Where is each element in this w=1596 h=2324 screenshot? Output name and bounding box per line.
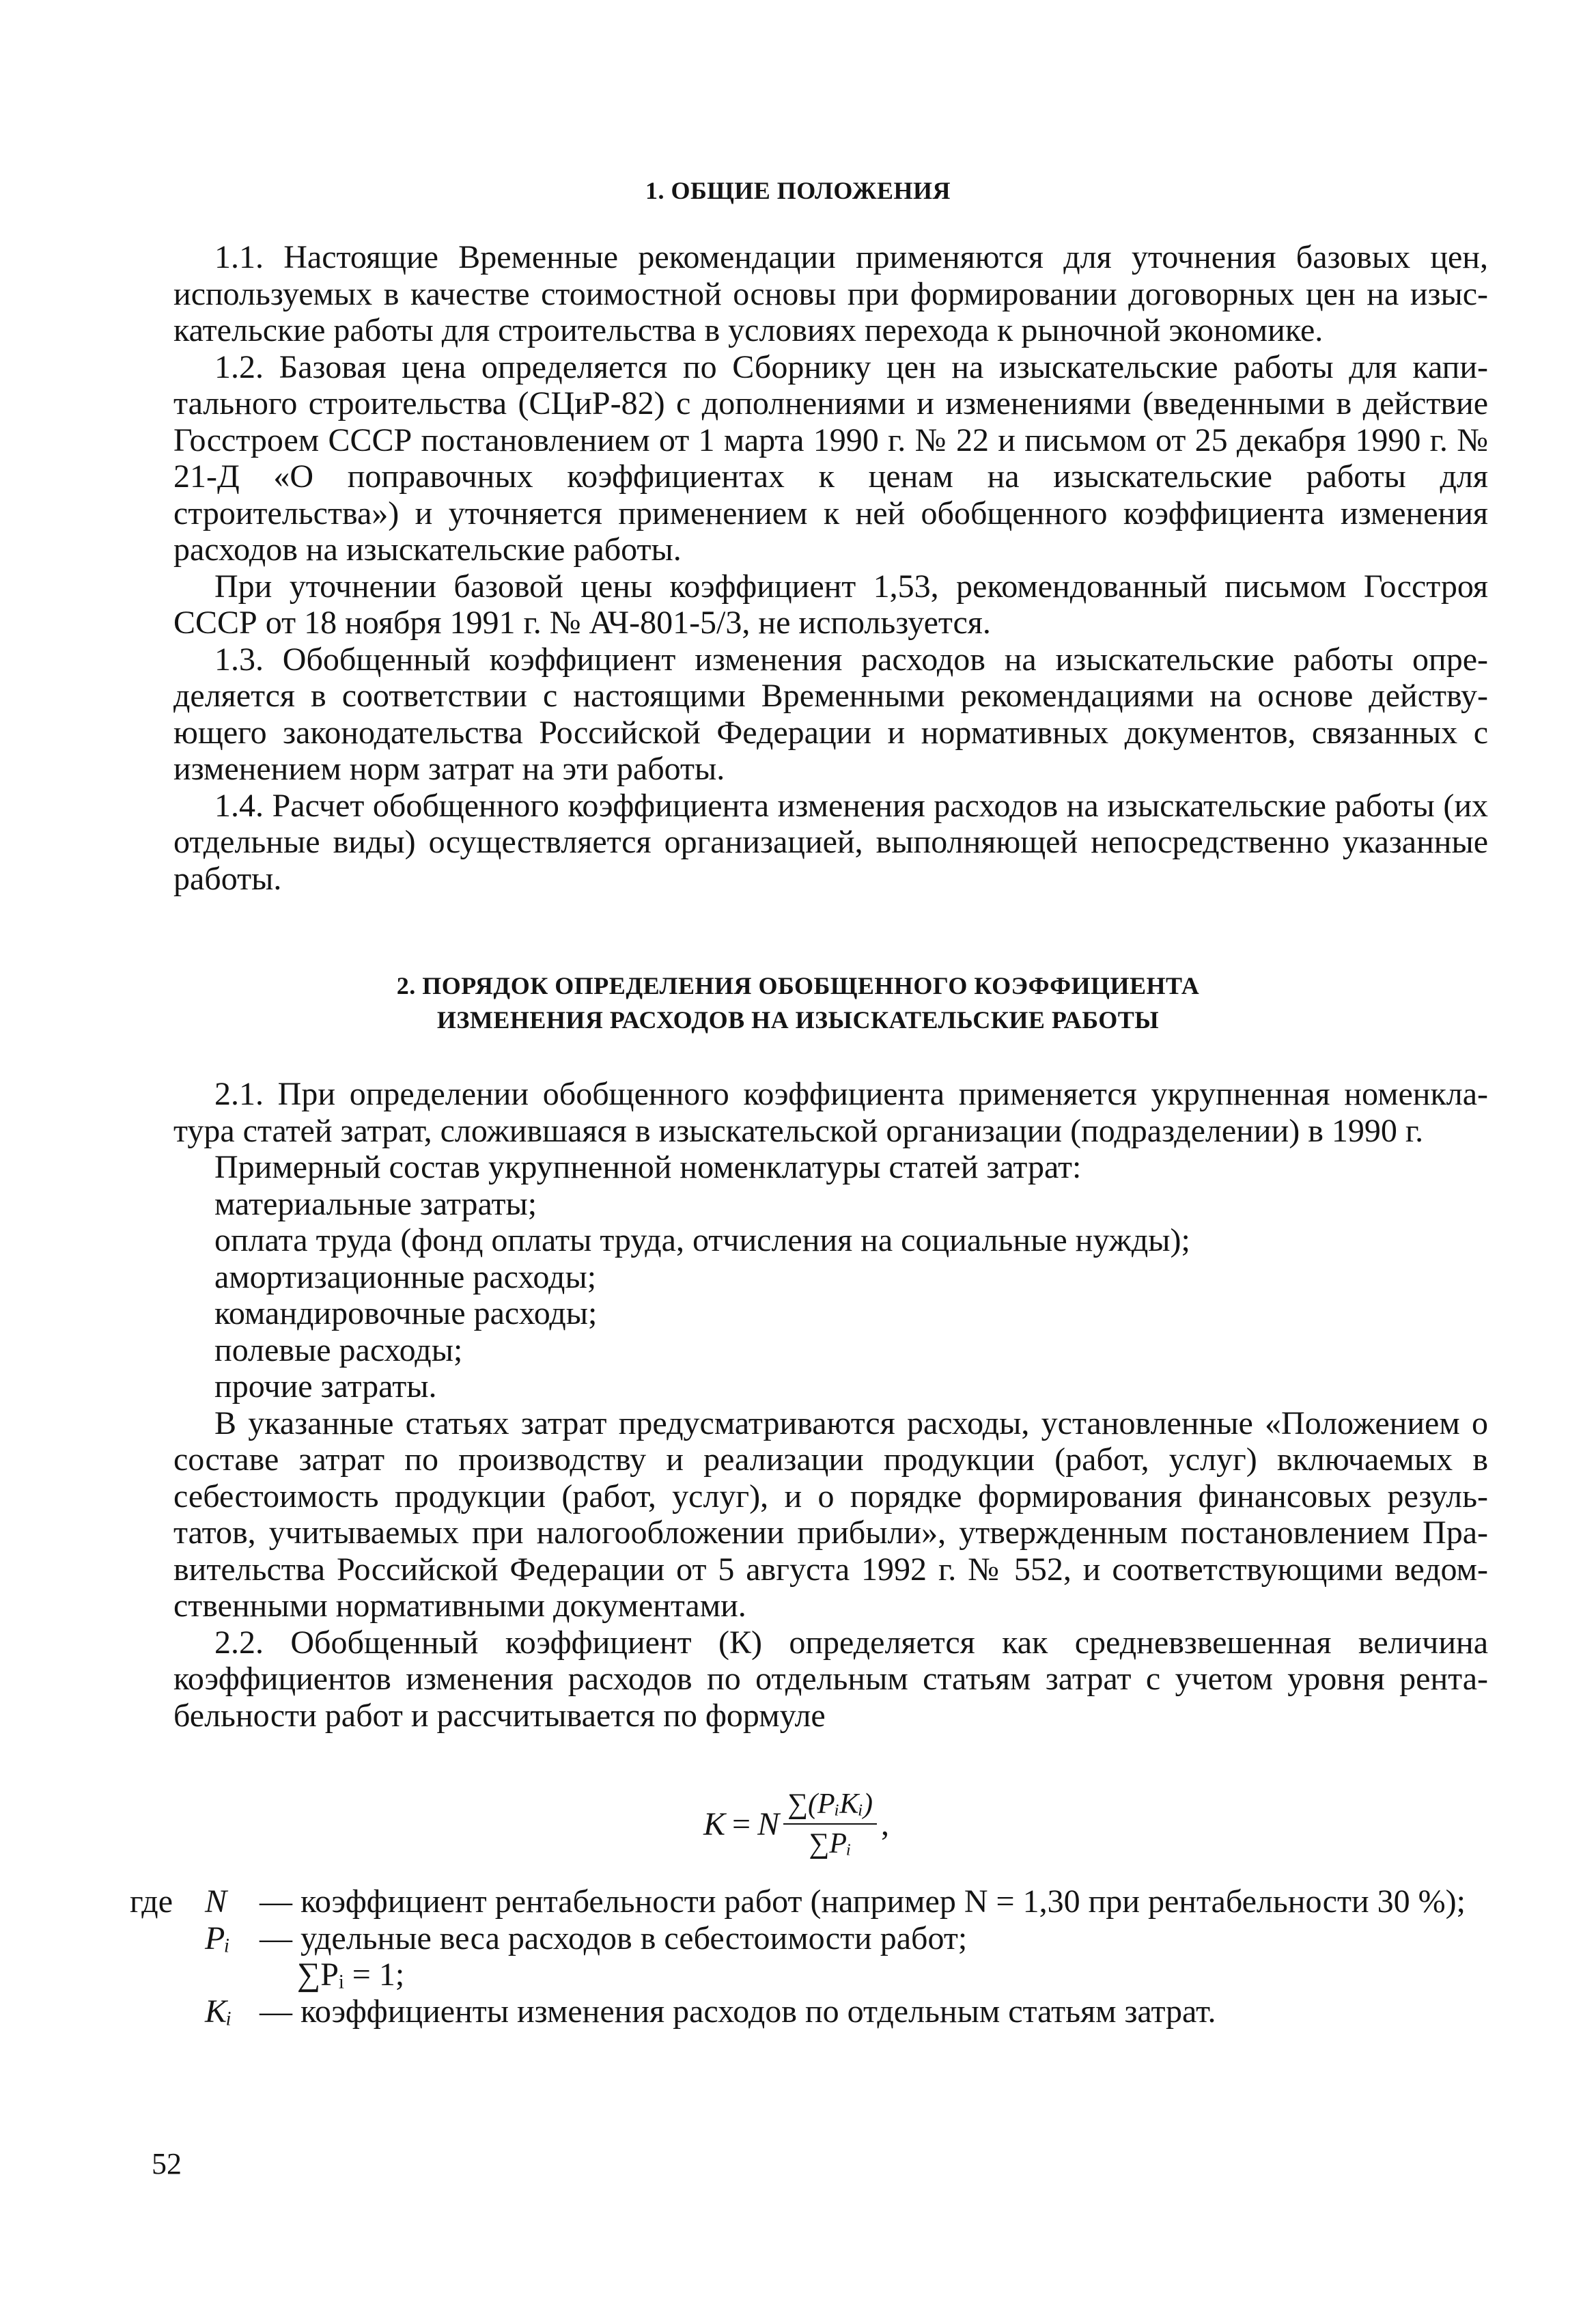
list-item: материальные затраты; (214, 1185, 537, 1222)
list-item: оплата труда (фонд оплаты труда, отчисления на социальные нужды); (214, 1222, 1190, 1258)
formula-denominator: ∑Pᵢ (809, 1828, 852, 1859)
list-item: полевые расходы; (214, 1331, 463, 1368)
formula-fraction (783, 1788, 877, 1860)
paragraph-1-1: 1.1. Настоящие Временные рекомендации применяются для уточнения базовых цен, используемых в качестве стоимостной основы при формировании договорных цен на изыскательские работы для строительства в условиях перехода к рыночной экономике. (173, 239, 1488, 348)
definition-text: — удельные веса расходов в себестоимости работ; (260, 1920, 968, 1956)
paragraph-2-1: 2.1. При определении обобщенного коэффициента применяется укрупненная номенклатура статей затрат, сложившаяся в изыскательской организации (подразделении) в 1990 г. (173, 1076, 1488, 1149)
paragraph-2-1-cost-items: В указанные статьях затрат предусматриваются расходы, установленные «Положением о составе затрат по производству и реализации продукции (работ, услуг) включаемых в себестоимость продукции (работ, услуг), и о порядке формирования финансовых результатов, учитываемых при налогообложении прибыли», утвержденным постановлением Правительства Российской Федерации от 5 августа 1992 г. № 552, и соответствующими ведомственными нормативными документами. (173, 1405, 1488, 1624)
section-1-heading: 1. ОБЩИЕ ПОЛОЖЕНИЯ (645, 177, 951, 204)
section-1-body (173, 239, 1488, 897)
paragraph-1-2-note: При уточнении базовой цены коэффициент 1,53, рекомендованный письмом Госстроя СССР от 18 ноября 1991 г. № АЧ-801-5/3, не используется. (173, 568, 1488, 641)
definition-k (130, 1993, 1495, 2030)
page-number: 52 (152, 2147, 182, 2181)
formula-factor: N (757, 1806, 780, 1842)
formula-numerator: ∑(PᵢKᵢ) (783, 1788, 877, 1825)
list-item: прочие затраты. (214, 1368, 437, 1405)
definition-text: — коэффициент рентабельности работ (например N = 1,30 при рентабельности 30 %); (260, 1883, 1466, 1920)
paragraph-2-2: 2.2. Обобщенный коэффициент (К) определяется как средневзвешенная величина коэффициентов изменения расходов по отдельным статьям затрат с учетом уровня рентабельности работ и рассчитывается по формуле (173, 1624, 1488, 1734)
paragraph-1-3: 1.3. Обобщенный коэффициент изменения расходов на изыскательские работы определяется в соответствии с настоящими Временными рекомендациями на основе действующего законодательства Российской Федерации и нормативных документов, связанных с изменением норм затрат на эти работы. (173, 641, 1488, 787)
section-2-heading-line-2: ИЗМЕНЕНИЯ РАСХОДОВ НА ИЗЫСКАТЕЛЬСКИЕ РАБОТЫ (436, 1006, 1160, 1034)
section-2-body (173, 1076, 1488, 1734)
weighted-coefficient-formula (703, 1776, 889, 1872)
paragraph-1-4: 1.4. Расчет обобщенного коэффициента изменения расходов на изыскательские работы (их отдельные виды) осуществляется организацией, выполняющей непосредственно указанные работы. (173, 787, 1488, 897)
sum-condition: ∑Pᵢ = 1; (297, 1956, 405, 1993)
formula-equals: = (732, 1806, 751, 1842)
definition-p (130, 1920, 1495, 1957)
list-item: амортизационные расходы; (214, 1258, 597, 1295)
where-word: где (130, 1883, 173, 1920)
definition-n (130, 1883, 1495, 1920)
variable-definitions (130, 1883, 1495, 2030)
section-2-heading (0, 969, 1596, 1037)
definition-symbol: N (205, 1883, 227, 1920)
paragraph-1-2: 1.2. Базовая цена определяется по Сборнику цен на изыскательские работы для капитального строительства (СЦиР-82) с дополнениями и изменениями (введенными в действие Госстроем СССР постановлением от 1 марта 1990 г. № 22 и письмом от 25 декабря 1990 г. № 21-Д «О поправочных коэффициентах к ценам на изыскательские работы для строительства») и уточняется применением к ней обобщенного коэффициента изменения расходов на изыскательские работы. (173, 348, 1488, 568)
formula-comma: , (880, 1806, 889, 1842)
list-intro: Примерный состав укрупненной номенклатуры статей затрат: (214, 1149, 1082, 1185)
list-item: командировочные расходы; (214, 1295, 598, 1331)
definition-text: — коэффициенты изменения расходов по отдельным статьям затрат. (260, 1993, 1216, 2030)
definition-symbol: Kᵢ (205, 1993, 232, 2030)
section-2-heading-line-1: 2. ПОРЯДОК ОПРЕДЕЛЕНИЯ ОБОБЩЕННОГО КОЭФФИЦИЕНТА (396, 972, 1200, 999)
formula-lhs: K (703, 1806, 726, 1842)
definition-symbol: Pᵢ (205, 1920, 230, 1956)
